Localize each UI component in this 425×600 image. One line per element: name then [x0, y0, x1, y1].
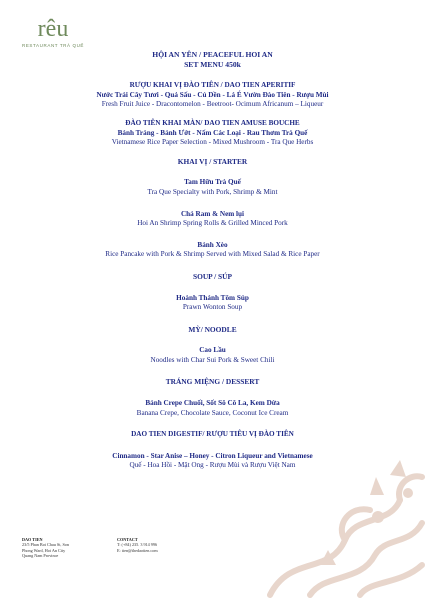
dish-desc: Rice Pancake with Pork & Shrimp Served with Mixed Salad & Rice Paper	[105, 250, 320, 259]
footer-address	[22, 537, 69, 559]
logo-wordmark: rêu	[37, 16, 69, 42]
footer-address-line: Phong Ward, Hoi An City	[22, 547, 66, 553]
footer-contact	[117, 537, 158, 559]
aperitif-title: RƯỢU KHAI VỊ ĐÀO TIÊN / DAO TIEN APERITIF	[129, 81, 296, 90]
digestif-title: DAO TIEN DIGESTIF/ RƯỢU TIÊU VỊ ĐÀO TIÊN	[131, 430, 294, 439]
aperitif-vn: Nước Trái Cây Tươi - Quả Sấu - Củ Dền - Lá É Vườn Đào Tiên - Rượu Mùi	[96, 90, 329, 99]
amuse-title: ĐÀO TIÊN KHAI MÀN/ DAO TIEN AMUSE BOUCHE	[125, 118, 300, 127]
set-menu	[40, 50, 385, 471]
footer-phone: T: (+84) 235. 3 914 996	[117, 542, 158, 548]
dish-name: Chả Ram & Nem lụi	[180, 209, 245, 218]
dish-name: Tam Hữu Trà Quế	[184, 178, 241, 187]
dish-desc: Banana Crepe, Chocolate Sauce, Coconut Ice Cream	[136, 408, 289, 417]
starter-title: KHAI VỊ / STARTER	[177, 156, 248, 166]
soup-title: SOUP / SÚP	[192, 271, 232, 281]
noodle-title: MỲ/ NOODLE	[188, 324, 237, 334]
footer-address-line: Quang Nam Province	[22, 553, 59, 559]
digestif-en: Quế - Hoa Hồi - Mật Ong - Rượu Mùi và Rượu Việt Nam	[129, 461, 296, 470]
dish-desc: Tra Que Specialty with Pork, Shrimp & Mint	[147, 187, 278, 196]
logo-subtitle: RESTAURANT TRÀ QUẾ	[21, 43, 85, 48]
digestif-vn: Cinnamon - Star Anise – Honey - Citron Liqueur and Vietnamese	[112, 451, 313, 460]
dish-name: Hoành Thánh Tôm Súp	[176, 293, 249, 302]
amuse-en: Vietnamese Rice Paper Selection - Mixed Mushroom - Tra Que Herbs	[111, 138, 314, 147]
footer-address-line: 23/5 Phan Boi Chau St, Son	[22, 542, 69, 548]
menu-title: HỘI AN YÊN / PEACEFUL HOI AN	[152, 50, 273, 59]
dish-name: Bánh Crepe Chuối, Sốt Sô Cô La, Kem Dừa	[145, 399, 280, 408]
dish-desc: Prawn Wonton Soup	[182, 303, 243, 312]
aperitif-en: Fresh Fruit Juice - Dracontomelon - Beetroot- Ocimum Africanum – Liqueur	[101, 100, 324, 109]
footer-address-label: DAO TIEN	[22, 537, 43, 542]
amuse-vn: Bánh Tráng - Bánh Ướt - Nấm Các Loại - Rau Thơm Trà Quế	[117, 128, 308, 137]
footer-email: E: tien@thedaotien.com	[117, 547, 158, 553]
dish-name: Cao Lầu	[199, 346, 226, 355]
dish-name: Bánh Xèo	[197, 240, 228, 249]
dessert-title: TRÁNG MIỆNG / DESSERT	[165, 377, 260, 387]
dragon-watermark-icon	[250, 455, 425, 600]
reu-logo-mark	[18, 14, 88, 42]
footer-contact-label: CONTACT	[117, 537, 138, 542]
dish-desc: Hoi An Shrimp Spring Rolls & Grilled Minced Pork	[137, 219, 288, 228]
dish-desc: Noodles with Char Sui Pork & Sweet Chili	[150, 355, 275, 364]
restaurant-logo	[18, 14, 88, 48]
footer	[22, 537, 158, 559]
menu-price: SET MENU 450k	[184, 59, 241, 69]
